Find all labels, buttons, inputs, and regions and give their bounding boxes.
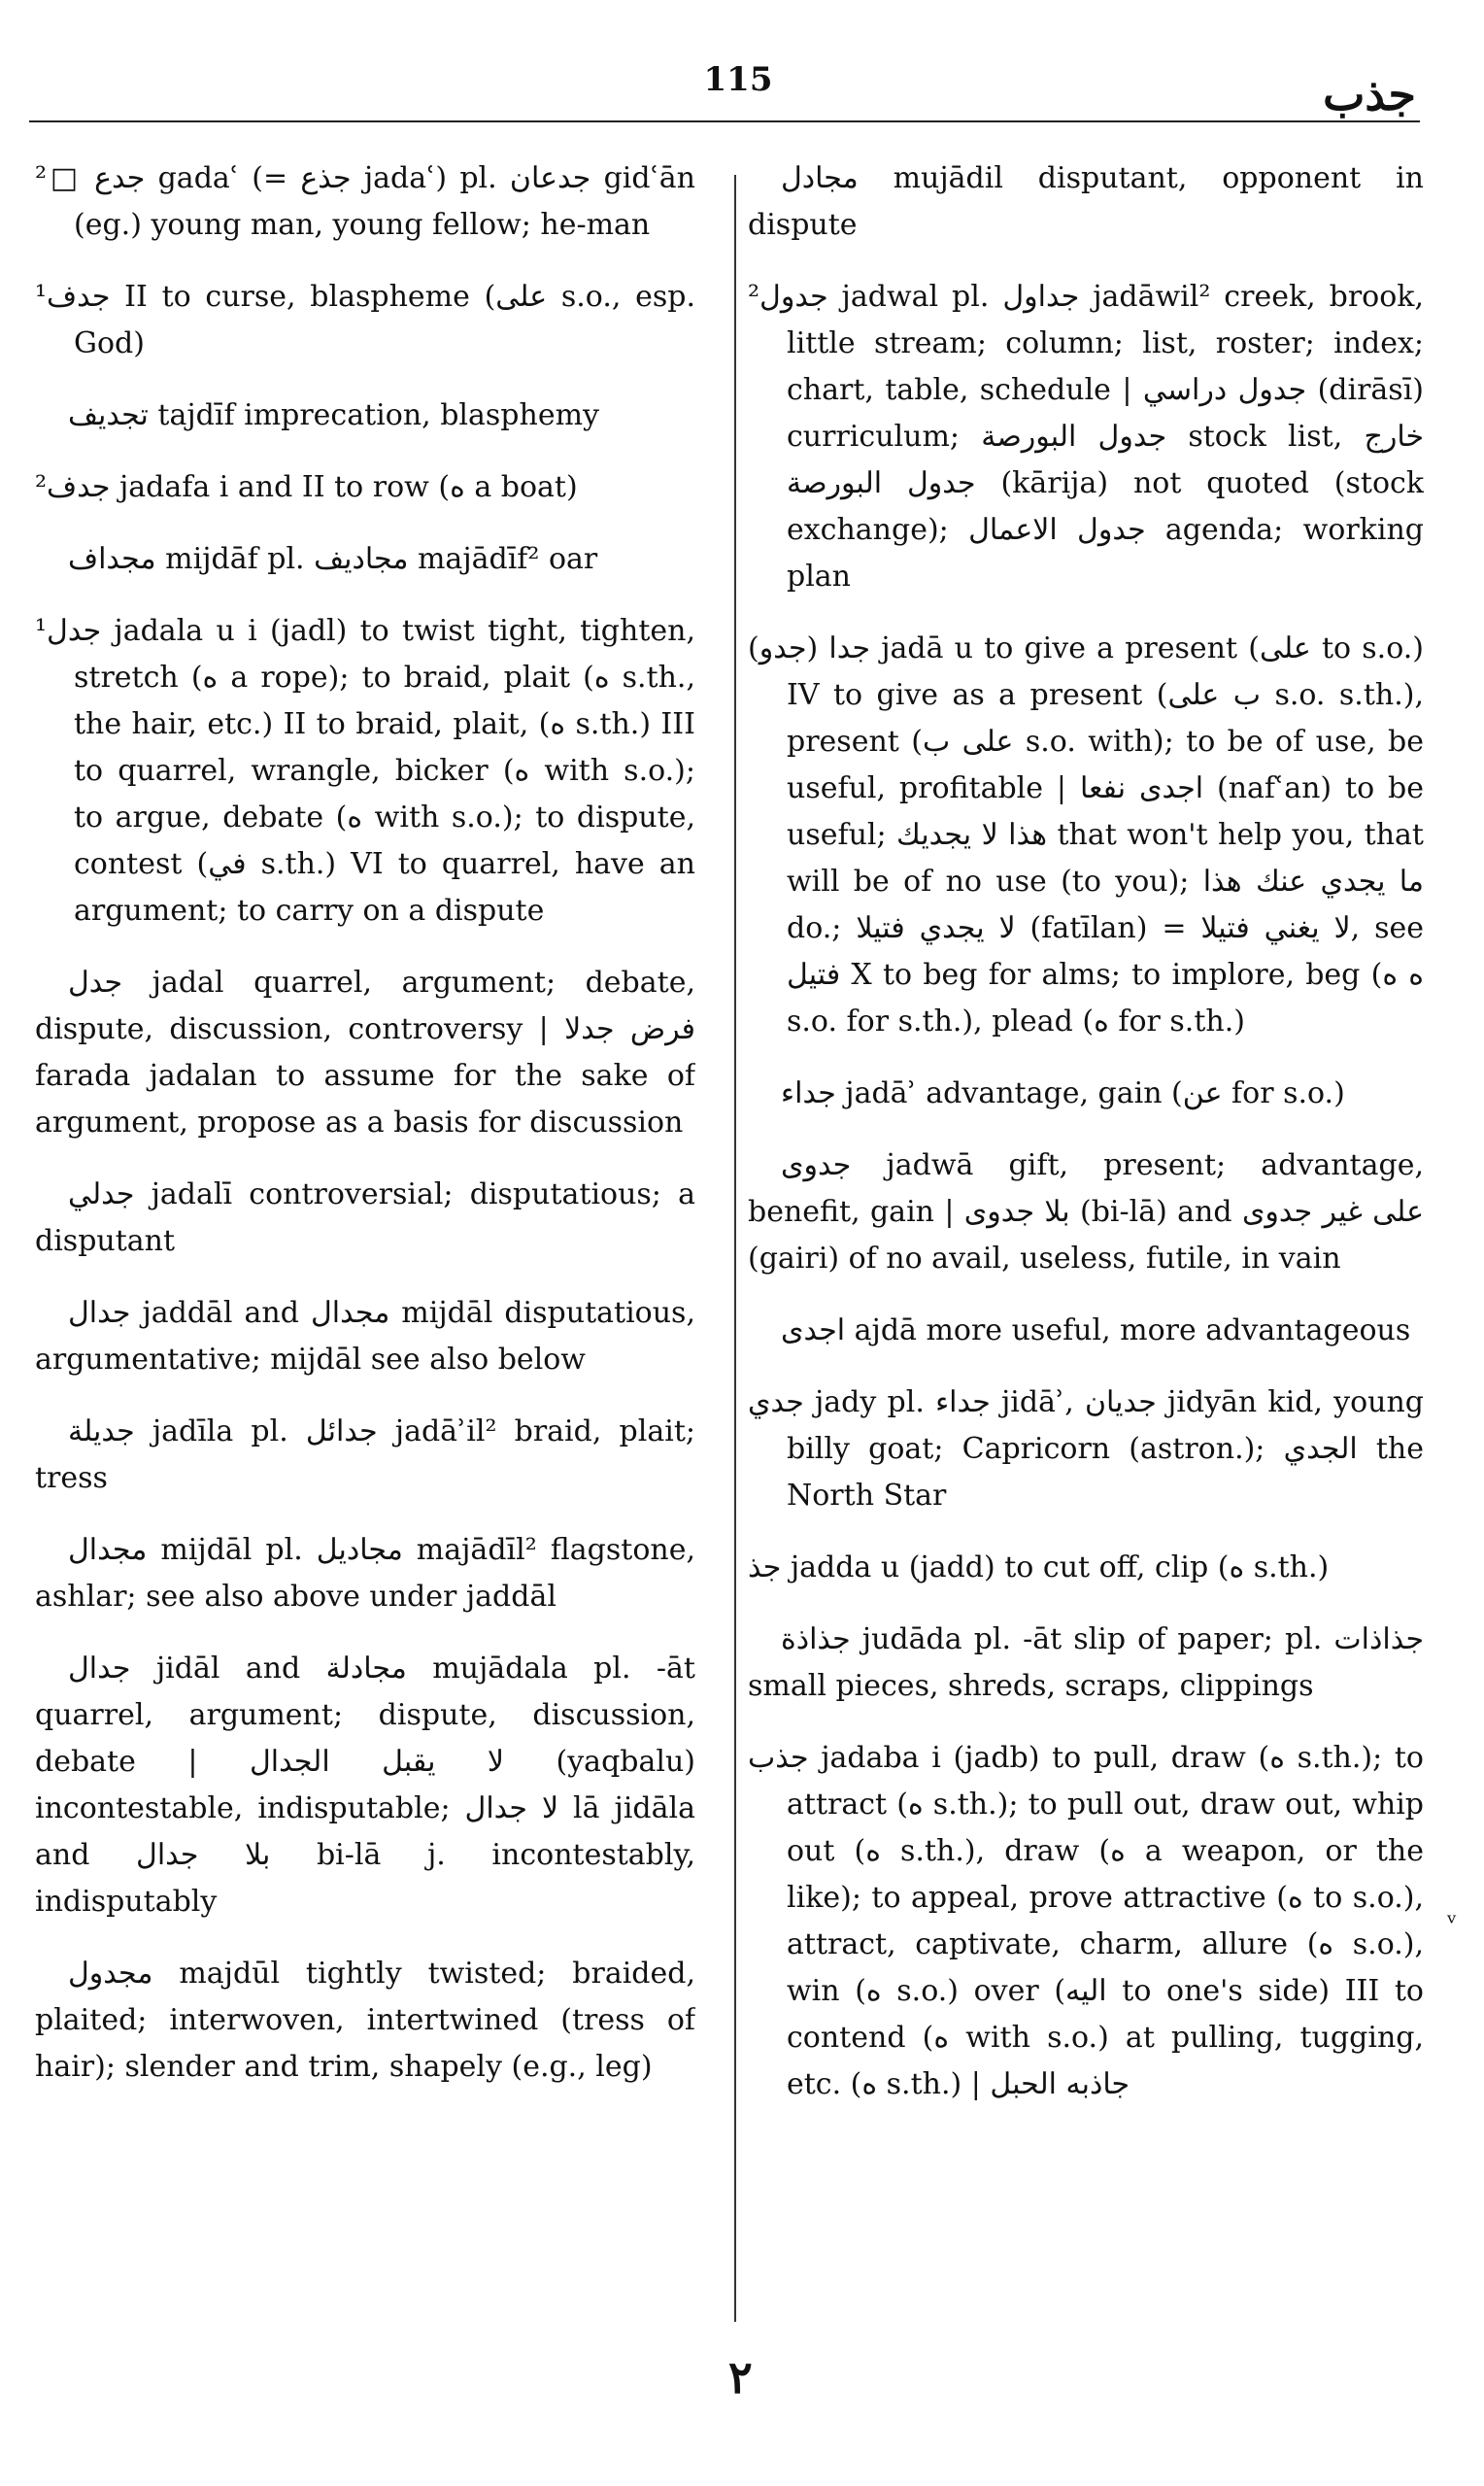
running-headword: جذب (1323, 68, 1416, 120)
dictionary-entry: جديلة jadīla pl. جدائل jadāʾil² braid, plait; tress (35, 1414, 695, 1495)
page-number: 115 (703, 60, 773, 99)
dictionary-entry: جذب jadaba i (jadb) to pull, draw (ه s.th.); to attract (ه s.th.); to pull out, draw out, whip out (ه s.th.), draw (ه a weapon, or the like); to appeal, prove attractive (ه to s.o.), attract, captivate, charm, allure (ه s.o.), win (ه s.o.) over (اليه to one's side) III to contend (ه with s.o.) at pulling, tugging, etc. (ه s.th.) | جاذبه الحبل (748, 1741, 1424, 2101)
dictionary-entry: مجداف mijdāf pl. مجاديف majādīf² oar (68, 542, 598, 576)
dictionary-entry: جدل jadal quarrel, argument; debate, dispute, discussion, controversy | فرض جدلا farada jadalan to assume for the sake of argument, propose as a basis for discussion (35, 966, 695, 1140)
dictionary-entry: ¹جدل jadala u i (jadl) to twist tight, tighten, stretch (ه a rope); to braid, plait (ه s.th., the hair, etc.) II to braid, plait, (ه s.th.) III to quarrel, wrangle, bicker (ه with s.o.); to argue, debate (ه with s.o.); to dispute, contest (في s.th.) VI to quarrel, have an argument; to carry on a dispute (35, 614, 695, 928)
dictionary-entry: مجدال mijdāl pl. مجاديل majādīl² flagstone, ashlar; see also above under jaddāl (35, 1533, 695, 1614)
dictionary-entry: جذاذة judāda pl. -āt slip of paper; pl. جذاذات small pieces, shreds, scraps, clippings (748, 1622, 1424, 1703)
dictionary-entry: جذ jadda u (jadd) to cut off, clip (ه s.th.) (748, 1550, 1330, 1584)
dictionary-entry: جداء jadāʾ advantage, gain (عن for s.o.) (781, 1076, 1345, 1110)
dictionary-entry: جدال jidāl and مجادلة mujādala pl. -āt quarrel, argument; dispute, discussion, debate | لا يقبل الجدال (yaqbalu) incontestable, indisputable; لا جدال lā jidāla and بلا جدال bi-lā j. incontestably, indisputably (35, 1652, 695, 1919)
dictionary-entry: جدلي jadalī controversial; disputatious; a disputant (35, 1177, 695, 1258)
signature-mark: ٢ (728, 2351, 753, 2403)
dictionary-entry: اجدى ajdā more useful, more advantageous (781, 1313, 1411, 1347)
dictionary-entry: جدوى jadwā gift, present; advantage, benefit, gain | بلا جدوى (bi-lā) and على غير جدوى (gairi) of no avail, useless, futile, in vain (748, 1148, 1424, 1276)
dictionary-entry: تجديف tajdīf imprecation, blasphemy (68, 398, 599, 432)
edge-mark: ᵛ (1447, 1909, 1457, 1938)
dictionary-entry: مجادل mujādil disputant, opponent in dispute (748, 161, 1424, 242)
left-column (35, 155, 695, 2351)
dictionary-entry: ¹جدف II to curse, blaspheme (على s.o., esp. God) (35, 280, 695, 360)
dictionary-entry: مجدول majdūl tightly twisted; braided, plaited; interwoven, intertwined (tress of hair); slender and trim, shapely (e.g., leg) (35, 1957, 695, 2084)
header-rule (29, 120, 1420, 122)
dictionary-entry: (جدو) جدا jadā u to give a present (على to s.o.) IV to give as a present (ب على s.o. s.th.), present (على ب s.o. with); to be of use, be useful, profitable | اجدى نفعا (nafʿan) to be useful; هذا لا يجديك that won't help you, that will be of no use (to you); ما يجدي عنك هذا do.; لا يجدي فتيلا (fatīlan) = لا يغني فتيلا, see فتيل X to beg for alms; to implore, beg (ه ه s.o. for s.th.), plead (ه for s.th.) (748, 631, 1424, 1039)
dictionary-entry: ²جدف jadafa i and II to row (ه a boat) (35, 470, 578, 504)
dictionary-entry: ²□ جدع gadaʿ (= جذع jadaʿ) pl. جدعان gidʿān (eg.) young man, young fellow; he-man (35, 161, 695, 242)
column-divider (734, 175, 736, 2322)
right-column (748, 155, 1424, 2351)
dictionary-entry: ²جدول jadwal pl. جداول jadāwil² creek, brook, little stream; column; list, roster; index; chart, table, schedule | جدول دراسي (dirāsī) curriculum; جدول البورصة stock list, خارج جدول البورصة (kārija) not quoted (stock exchange); جدول الاعمال agenda; working plan (748, 280, 1424, 594)
dictionary-entry: جدي jady pl. جداء jidāʾ, جديان jidyān kid, young billy goat; Capricorn (astron.); الجدي the North Star (748, 1385, 1424, 1513)
dictionary-entry: جدال jaddāl and مجدال mijdāl disputatious, argumentative; mijdāl see also below (35, 1296, 695, 1377)
